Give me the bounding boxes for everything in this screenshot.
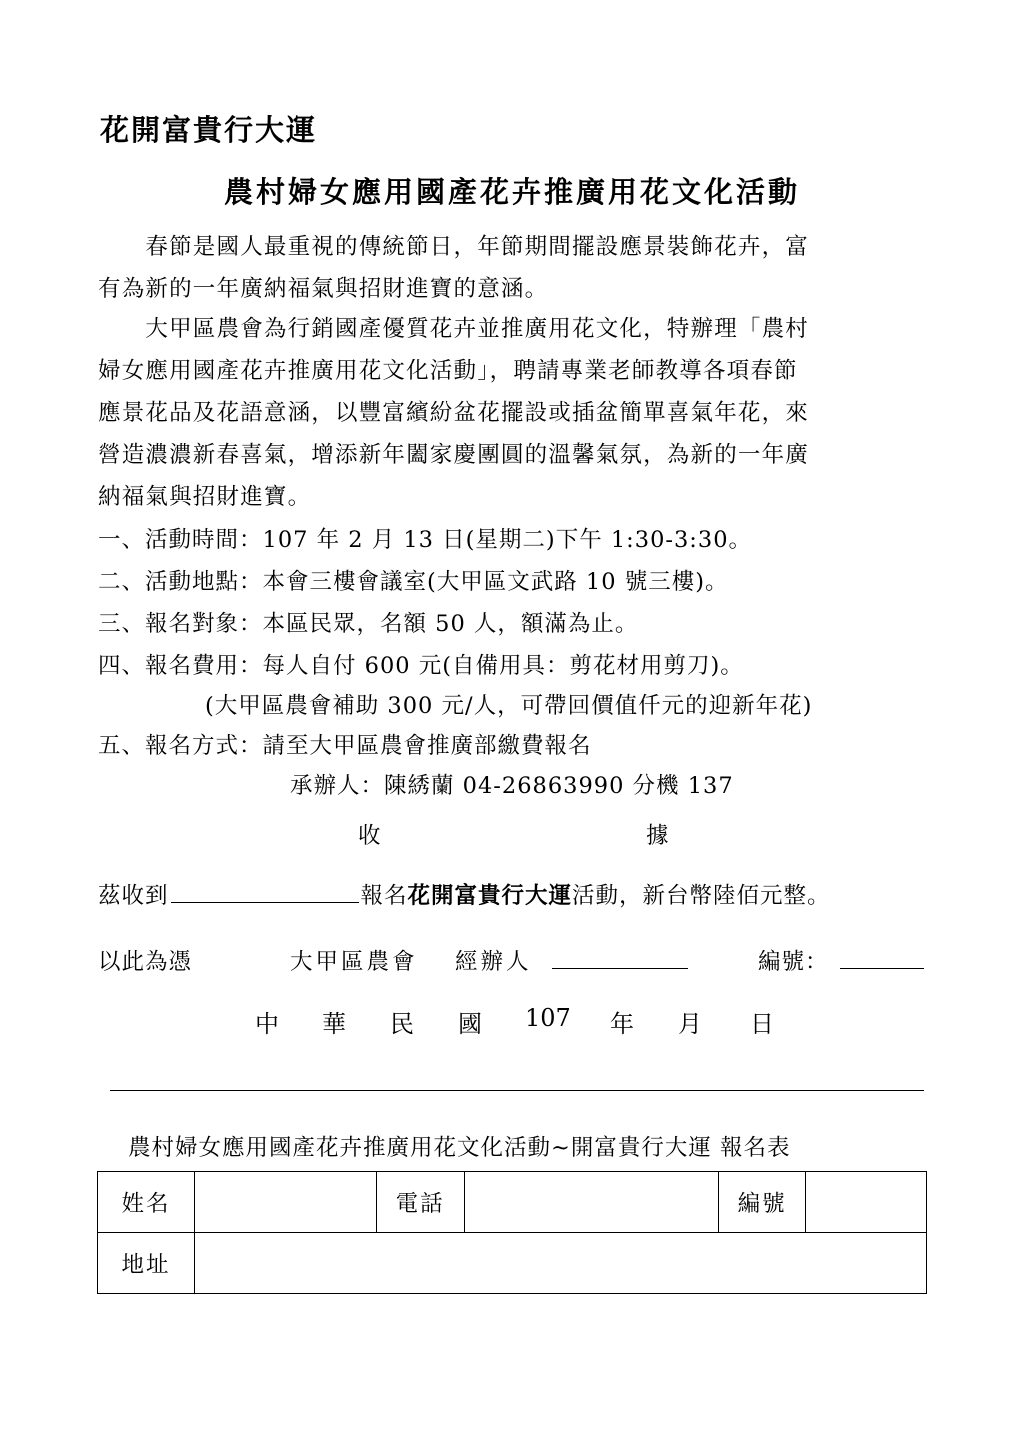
date-char: 日 — [750, 1010, 774, 1038]
detail-audience: 三、報名對象：本區民眾，名額 50 人，額滿為止。 — [98, 611, 639, 637]
number-label: 編號 — [719, 1172, 806, 1233]
detail-method: 五、報名方式：請至大甲區農會推廣部繳費報名 — [98, 733, 592, 759]
paragraph-line: 婦女應用國產花卉推廣用花文化活動」，聘請專業老師教導各項春節 — [98, 358, 798, 384]
receipt-proof: 以此為憑 — [98, 949, 193, 975]
intro-paragraph-1 — [98, 226, 926, 310]
paragraph-line: 納福氣與招財進寶。 — [98, 484, 312, 510]
receipt-handler-label: 經辦人 — [455, 949, 532, 975]
table-row — [98, 1233, 927, 1294]
detail-contact: 承辦人：陳綉蘭 04-26863990 分機 137 — [290, 773, 734, 799]
registration-form-table — [97, 1171, 927, 1294]
receipt-org: 大甲區農會 — [290, 949, 418, 975]
cut-line-divider — [110, 1090, 924, 1091]
date-char: 國 — [458, 1010, 482, 1038]
date-year: 107 — [525, 1004, 571, 1032]
date-char: 月 — [678, 1010, 702, 1038]
receipt-title-left: 收 — [358, 823, 381, 849]
registration-form-title: 農村婦女應用國產花卉推廣用花文化活動~開富貴行大運 報名表 — [128, 1135, 791, 1161]
slogan-heading: 花開富貴行大運 — [100, 113, 318, 147]
paragraph-line: 營造濃濃新春喜氣，增添新年闔家慶團圓的溫馨氣氛，為新的一年廣 — [98, 442, 810, 468]
phone-field[interactable] — [464, 1172, 719, 1233]
receipt-mid: 報名 — [360, 883, 408, 909]
receipt-event-name: 花開富貴行大運 — [407, 883, 573, 909]
paragraph-line: 大甲區農會為行銷國產優質花卉並推廣用花文化，特辦理「農村 — [98, 316, 810, 342]
receipt-statement — [98, 878, 831, 910]
intro-paragraph-2 — [98, 308, 926, 518]
paragraph-line: 有為新的一年廣納福氣與招財進寶的意涵。 — [98, 276, 549, 302]
name-field[interactable] — [194, 1172, 376, 1233]
paragraph-line: 春節是國人最重視的傳統節日，年節期間擺設應景裝飾花卉，富 — [98, 234, 810, 260]
detail-fee: 四、報名費用：每人自付 600 元(自備用具：剪花材用剪刀)。 — [98, 653, 744, 679]
receipt-prefix: 茲收到 — [98, 883, 169, 909]
detail-subsidy: (大甲區農會補助 300 元/人，可帶回價值仟元的迎新年花) — [205, 693, 813, 719]
date-char: 華 — [322, 1010, 346, 1038]
receipt-title-right: 據 — [646, 823, 669, 849]
address-label: 地址 — [98, 1233, 195, 1294]
receipt-number-label: 編號： — [758, 949, 829, 975]
address-field[interactable] — [194, 1233, 926, 1294]
handler-signature-blank[interactable] — [552, 944, 688, 969]
receipt-number-blank[interactable] — [840, 944, 924, 969]
detail-location: 二、活動地點：本會三樓會議室(大甲區文武路 10 號三樓)。 — [98, 569, 729, 595]
date-char: 民 — [390, 1010, 414, 1038]
paragraph-line: 應景花品及花語意涵，以豐富繽紛盆花擺設或插盆簡單喜氣年花，來 — [98, 400, 810, 426]
detail-time: 一、活動時間：107 年 2 月 13 日(星期二)下午 1:30-3:30。 — [98, 527, 753, 553]
phone-label: 電話 — [376, 1172, 464, 1233]
date-char: 年 — [610, 1010, 634, 1038]
number-field[interactable] — [806, 1172, 927, 1233]
payer-name-blank[interactable] — [171, 880, 359, 903]
event-title: 農村婦女應用國產花卉推廣用花文化活動 — [223, 175, 800, 209]
table-row — [98, 1172, 927, 1233]
date-char: 中 — [255, 1010, 279, 1038]
receipt-suffix: 活動，新台幣陸佰元整。 — [572, 883, 831, 909]
name-label: 姓名 — [98, 1172, 195, 1233]
